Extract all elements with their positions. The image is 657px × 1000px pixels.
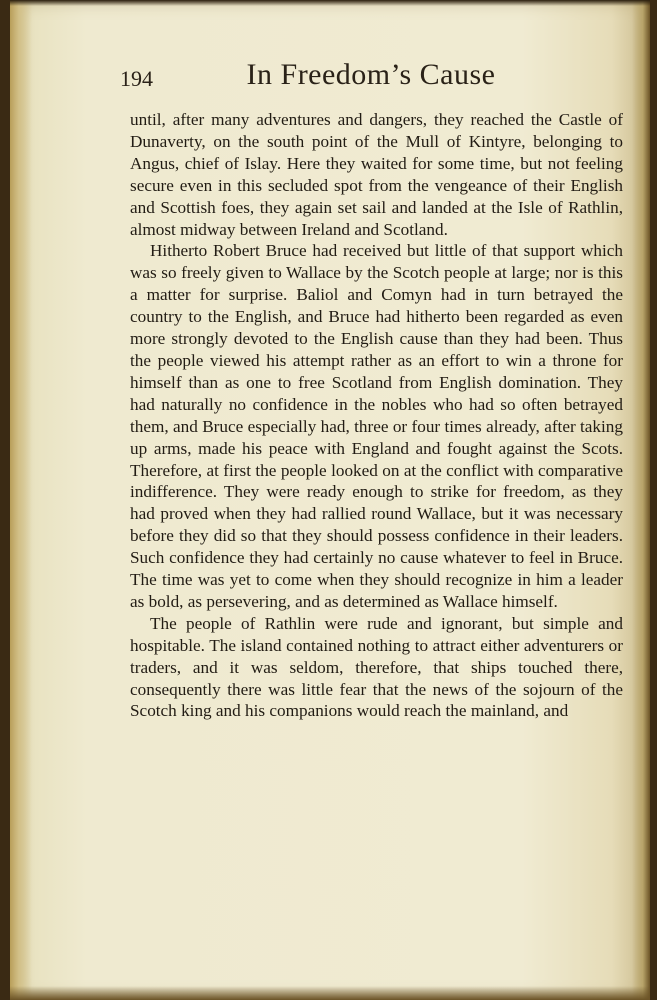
paragraph: The people of Rathlin were rude and ignorant, but simple and hospitable. The island contained nothing to attract either adventurers or traders, and it was seldom, therefore, that ships touched there, consequently there was little fear that the news of the sojourn of the Scotch king and his companions would reach the mainland, and [130,613,623,721]
page-edge-shadow [632,0,650,1000]
page-bottom-shadow [10,986,650,1000]
running-title: In Freedom’s Cause [246,58,496,91]
page-top-shadow [10,0,650,6]
page-number: 194 [120,66,153,91]
page-gutter-shadow [10,0,32,1000]
body-text [130,109,623,722]
paragraph: until, after many adventures and dangers, they reached the Castle of Dunaverty, on the south point of the Mull of Kintyre, belonging to Angus, chief of Islay. Here they waited for some time, but not feeling secure even in this secluded spot from the vengeance of their English and Scottish foes, they again set sail and landed at the Isle of Rathlin, almost midway between Ireland and Scotland. [130,110,623,239]
paragraph: Hitherto Robert Bruce had received but little of that support which was so freely given to Wallace by the Scotch people at large; nor is this a matter for surprise. Baliol and Comyn had in turn betrayed the country to the English, and Bruce had hitherto been regarded as even more strongly devoted to the English cause than they had been. Thus the people viewed his attempt rather as an effort to win a throne for himself than as one to free Scotland from English domination. They had naturally no confidence in the nobles who had so often betrayed them, and Bruce especially had, three or four times already, after taking up arms, made his peace with England and fought against the Scots. Therefore, at first the people looked on at the conflict with comparative indifference. They were ready enough to strike for freedom, as they had proved when they had rallied round Wallace, but it was necessary before they did so that they should possess confidence in their leaders. Such confidence they had certainly no cause whatever to feel in Bruce. The time was yet to come when they should recognize in him a leader as bold, as persevering, and as determined as Wallace himself. [130,241,623,611]
page-header [120,58,622,102]
